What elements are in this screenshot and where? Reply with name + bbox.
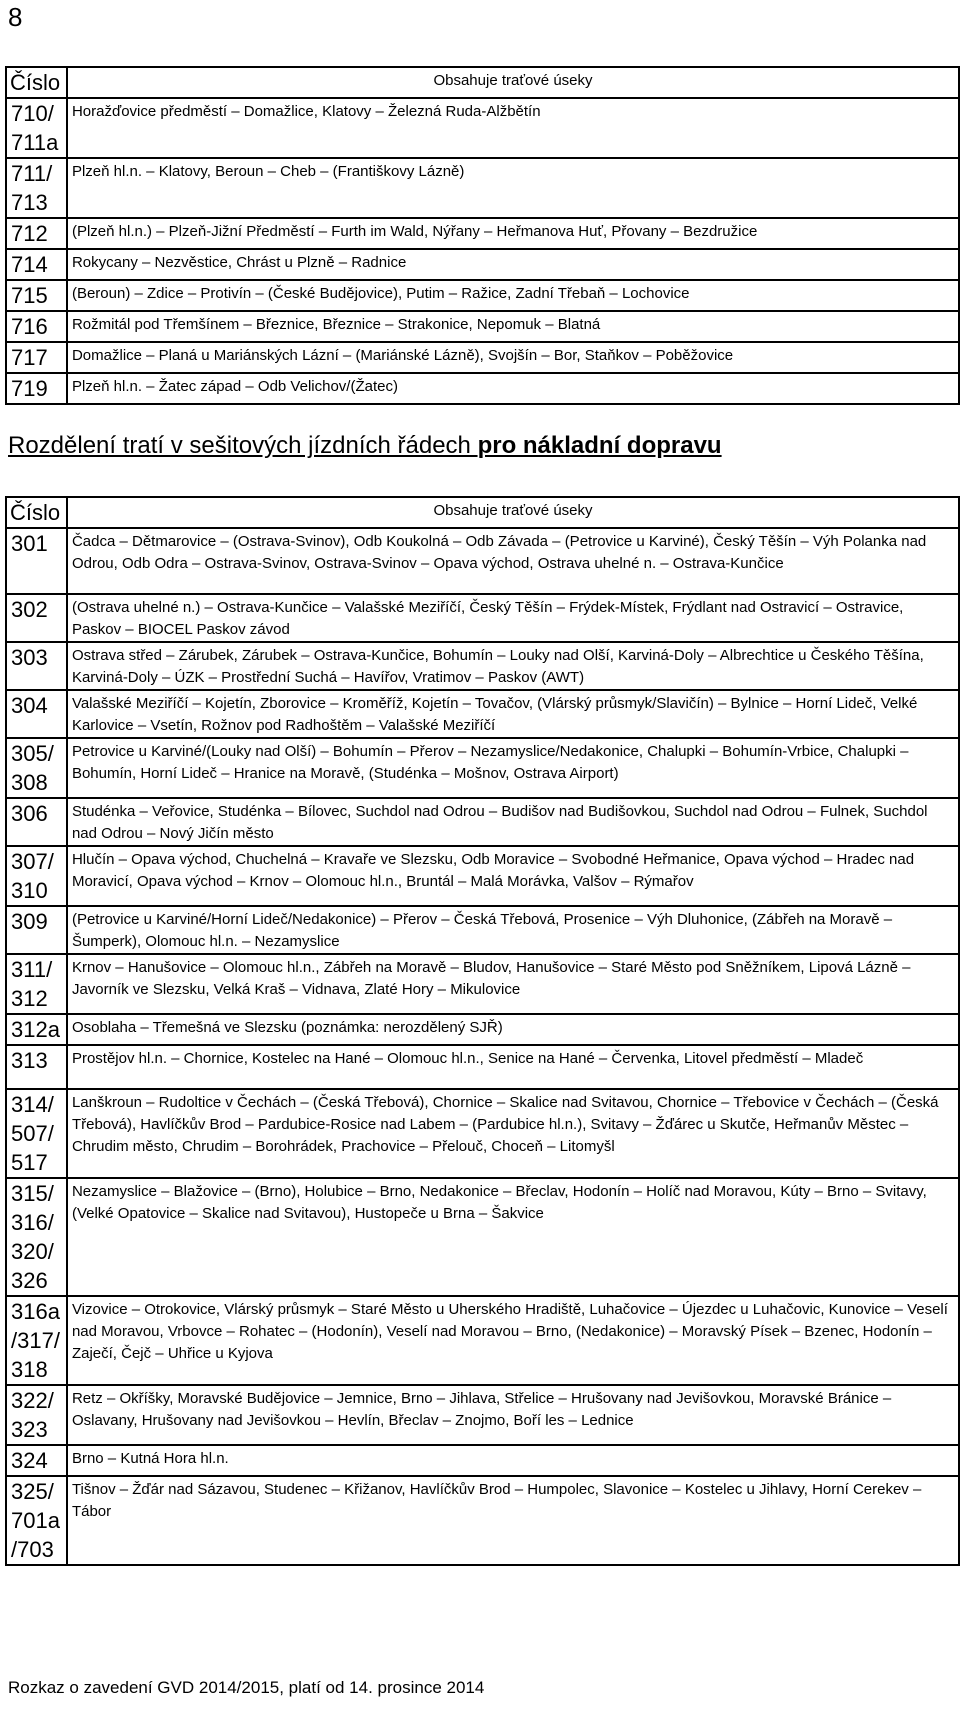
table-row [6, 1089, 959, 1178]
table-row [6, 954, 959, 1014]
table-row [6, 528, 959, 594]
line-number: 316a /317/ 318 [6, 1296, 67, 1385]
track-sections: (Petrovice u Karviné/Horní Lideč/Nedakonice) – Přerov – Česká Třebová, Prosenice – Výh Dluhonice, (Zábřeh na Moravě – Šumperk), Olomouc hl.n. – Nezamyslice [67, 906, 959, 954]
column-header-number: Číslo [6, 497, 67, 528]
line-number: 315/ 316/ 320/ 326 [6, 1178, 67, 1296]
track-sections: Krnov – Hanušovice – Olomouc hl.n., Zábřeh na Moravě – Bludov, Hanušovice – Staré Město pod Sněžníkem, Lipová Lázně – Javorník ve Slezsku, Velká Kraš – Vidnava, Zlaté Hory – Mikulovice [67, 954, 959, 1014]
line-number: 311/ 312 [6, 954, 67, 1014]
table-row [6, 1014, 959, 1045]
line-number: 314/ 507/ 517 [6, 1089, 67, 1178]
line-number: 307/ 310 [6, 846, 67, 906]
table-row [6, 906, 959, 954]
page-footer: Rozkaz o zavedení GVD 2014/2015, platí od 14. prosince 2014 [8, 1678, 485, 1697]
line-number: 301 [6, 528, 67, 594]
track-sections: (Ostrava uhelné n.) – Ostrava-Kunčice – Valašské Meziříčí, Český Těšín – Frýdek-Místek, Frýdlant nad Ostravicí – Ostravice, Paskov – BIOCEL Paskov závod [67, 594, 959, 642]
track-sections: Čadca – Dětmarovice – (Ostrava-Svinov), Odb Koukolná – Odb Závada – (Petrovice u Karviné), Český Těšín – Výh Polanka nad Odrou, Odb Odra – Ostrava-Svinov, Ostrava-Svinov – Opava východ, Ostrava uhelné n. – Ostrava-Kunčice [67, 528, 959, 594]
table-header-row [6, 67, 959, 98]
column-header-sections: Obsahuje traťové úseky [67, 497, 959, 528]
table-row [6, 280, 959, 311]
track-sections: Vizovice – Otrokovice, Vlárský průsmyk – Staré Město u Uherského Hradiště, Luhačovice – Újezdec u Luhačovic, Kunovice – Veselí nad Moravou, Vrbovce – Rohatec – (Hodonín), Veselí nad Moravou – Brno, (Nedakonice) – Moravský Písek – Bzenec, Hodonín – Zaječí, Čejč – Uhřice u Kyjova [67, 1296, 959, 1385]
line-number: 325/ 701a /703 [6, 1476, 67, 1565]
line-number: 711/ 713 [6, 158, 67, 218]
column-header-sections: Obsahuje traťové úseky [67, 67, 959, 98]
freight-sections-table [5, 496, 960, 1566]
line-number: 715 [6, 280, 67, 311]
line-number: 306 [6, 798, 67, 846]
section-title [8, 432, 722, 460]
track-sections: Hlučín – Opava východ, Chuchelná – Kravaře ve Slezsku, Odb Moravice – Svobodné Heřmanice, Opava východ – Hradec nad Moravicí, Opava východ – Krnov – Olomouc hl.n., Bruntál – Malá Morávka, Valšov – Rýmařov [67, 846, 959, 906]
table-row [6, 1045, 959, 1089]
track-sections: Domažlice – Planá u Mariánských Lázní – (Mariánské Lázně), Svojšín – Bor, Staňkov – Poběžovice [67, 342, 959, 373]
line-number: 322/ 323 [6, 1385, 67, 1445]
track-sections: Retz – Okříšky, Moravské Budějovice – Jemnice, Brno – Jihlava, Střelice – Hrušovany nad Jevišovkou, Moravské Bránice – Oslavany, Hrušovany nad Jevišovkou – Hevlín, Břeclav – Znojmo, Boří les – Lednice [67, 1385, 959, 1445]
track-sections: (Plzeň hl.n.) – Plzeň-Jižní Předměstí – Furth im Wald, Nýřany – Heřmanova Huť, Přovany – Bezdružice [67, 218, 959, 249]
table-row [6, 342, 959, 373]
table-row [6, 1178, 959, 1296]
line-number: 309 [6, 906, 67, 954]
table-row [6, 311, 959, 342]
track-sections: Horažďovice předměstí – Domažlice, Klatovy – Železná Ruda-Alžbětín [67, 98, 959, 158]
line-number: 304 [6, 690, 67, 738]
line-number: 324 [6, 1445, 67, 1476]
track-sections: (Beroun) – Zdice – Protivín – (České Budějovice), Putim – Ražice, Zadní Třebaň – Lochovice [67, 280, 959, 311]
section-title-text: Rozdělení tratí v sešitových jízdních řádech [8, 432, 478, 459]
track-sections: Plzeň hl.n. – Klatovy, Beroun – Cheb – (Františkovy Lázně) [67, 158, 959, 218]
line-number: 716 [6, 311, 67, 342]
line-number: 714 [6, 249, 67, 280]
table-header-row [6, 497, 959, 528]
line-number: 303 [6, 642, 67, 690]
table-row [6, 1476, 959, 1565]
table-row [6, 249, 959, 280]
page-number: 8 [8, 2, 23, 32]
track-sections: Osoblaha – Třemešná ve Slezsku (poznámka: nerozdělený SJŘ) [67, 1014, 959, 1045]
table-row [6, 738, 959, 798]
track-sections: Tišnov – Žďár nad Sázavou, Studenec – Křižanov, Havlíčkův Brod – Humpolec, Slavonice – Kostelec u Jihlavy, Horní Cerekev – Tábor [67, 1476, 959, 1565]
table-row [6, 1445, 959, 1476]
track-sections: Plzeň hl.n. – Žatec západ – Odb Velichov/(Žatec) [67, 373, 959, 404]
track-sections: Prostějov hl.n. – Chornice, Kostelec na Hané – Olomouc hl.n., Senice na Hané – Červenka, Litovel předměstí – Mladeč [67, 1045, 959, 1089]
table-row [6, 98, 959, 158]
line-number: 717 [6, 342, 67, 373]
line-number: 302 [6, 594, 67, 642]
line-number: 313 [6, 1045, 67, 1089]
table-row [6, 798, 959, 846]
line-number: 719 [6, 373, 67, 404]
track-sections: Nezamyslice – Blažovice – (Brno), Holubice – Brno, Nedakonice – Břeclav, Hodonín – Holíč nad Moravou, Kúty – Brno – Svitavy, (Velké Opatovice – Skalice nad Svitavou), Hustopeče u Brna – Šakvice [67, 1178, 959, 1296]
line-number: 710/ 711a [6, 98, 67, 158]
track-sections: Rožmitál pod Třemšínem – Březnice, Březnice – Strakonice, Nepomuk – Blatná [67, 311, 959, 342]
table-row [6, 158, 959, 218]
table-row [6, 218, 959, 249]
table-row [6, 1385, 959, 1445]
track-sections: Lanškroun – Rudoltice v Čechách – (Česká Třebová), Chornice – Skalice nad Svitavou, Chornice – Třebovice v Čechách – (Česká Třebová), Havlíčkův Brod – Pardubice-Rosice nad Labem – (Pardubice hl.n.), Svitavy – Žďárec u Skutče, Heřmanův Městec – Chrudim město, Chrudim – Borohrádek, Prachovice – Přelouč, Choceň – Litomyšl [67, 1089, 959, 1178]
table-row [6, 846, 959, 906]
column-header-number: Číslo [6, 67, 67, 98]
table-row [6, 1296, 959, 1385]
track-sections: Studénka – Veřovice, Studénka – Bílovec, Suchdol nad Odrou – Budišov nad Budišovkou, Suchdol nad Odrou – Fulnek, Suchdol nad Odrou – Nový Jičín město [67, 798, 959, 846]
line-number: 712 [6, 218, 67, 249]
table-row [6, 373, 959, 404]
line-number: 312a [6, 1014, 67, 1045]
track-sections: Petrovice u Karviné/(Louky nad Olší) – Bohumín – Přerov – Nezamyslice/Nedakonice, Chalupki – Bohumín-Vrbice, Chalupki – Bohumín, Horní Lideč – Hranice na Moravě, (Studénka – Mošnov, Ostrava Airport) [67, 738, 959, 798]
section-title-emphasis: pro nákladní dopravu [477, 432, 722, 459]
line-number: 305/ 308 [6, 738, 67, 798]
track-sections: Brno – Kutná Hora hl.n. [67, 1445, 959, 1476]
track-sections-table [5, 66, 960, 405]
table-row [6, 642, 959, 690]
table-row [6, 594, 959, 642]
track-sections: Valašské Meziříčí – Kojetín, Zborovice – Kroměříž, Kojetín – Tovačov, (Vlárský průsmyk/Slavičín) – Bylnice – Horní Lideč, Velké Karlovice – Vsetín, Rožnov pod Radhoštěm – Valašské Meziříčí [67, 690, 959, 738]
table-row [6, 690, 959, 738]
track-sections: Ostrava střed – Zárubek, Zárubek – Ostrava-Kunčice, Bohumín – Louky nad Olší, Karviná-Doly – Albrechtice u Českého Těšína, Karviná-Doly – ÚZK – Prostřední Suchá – Havířov, Vratimov – Paskov (AWT) [67, 642, 959, 690]
track-sections: Rokycany – Nezvěstice, Chrást u Plzně – Radnice [67, 249, 959, 280]
